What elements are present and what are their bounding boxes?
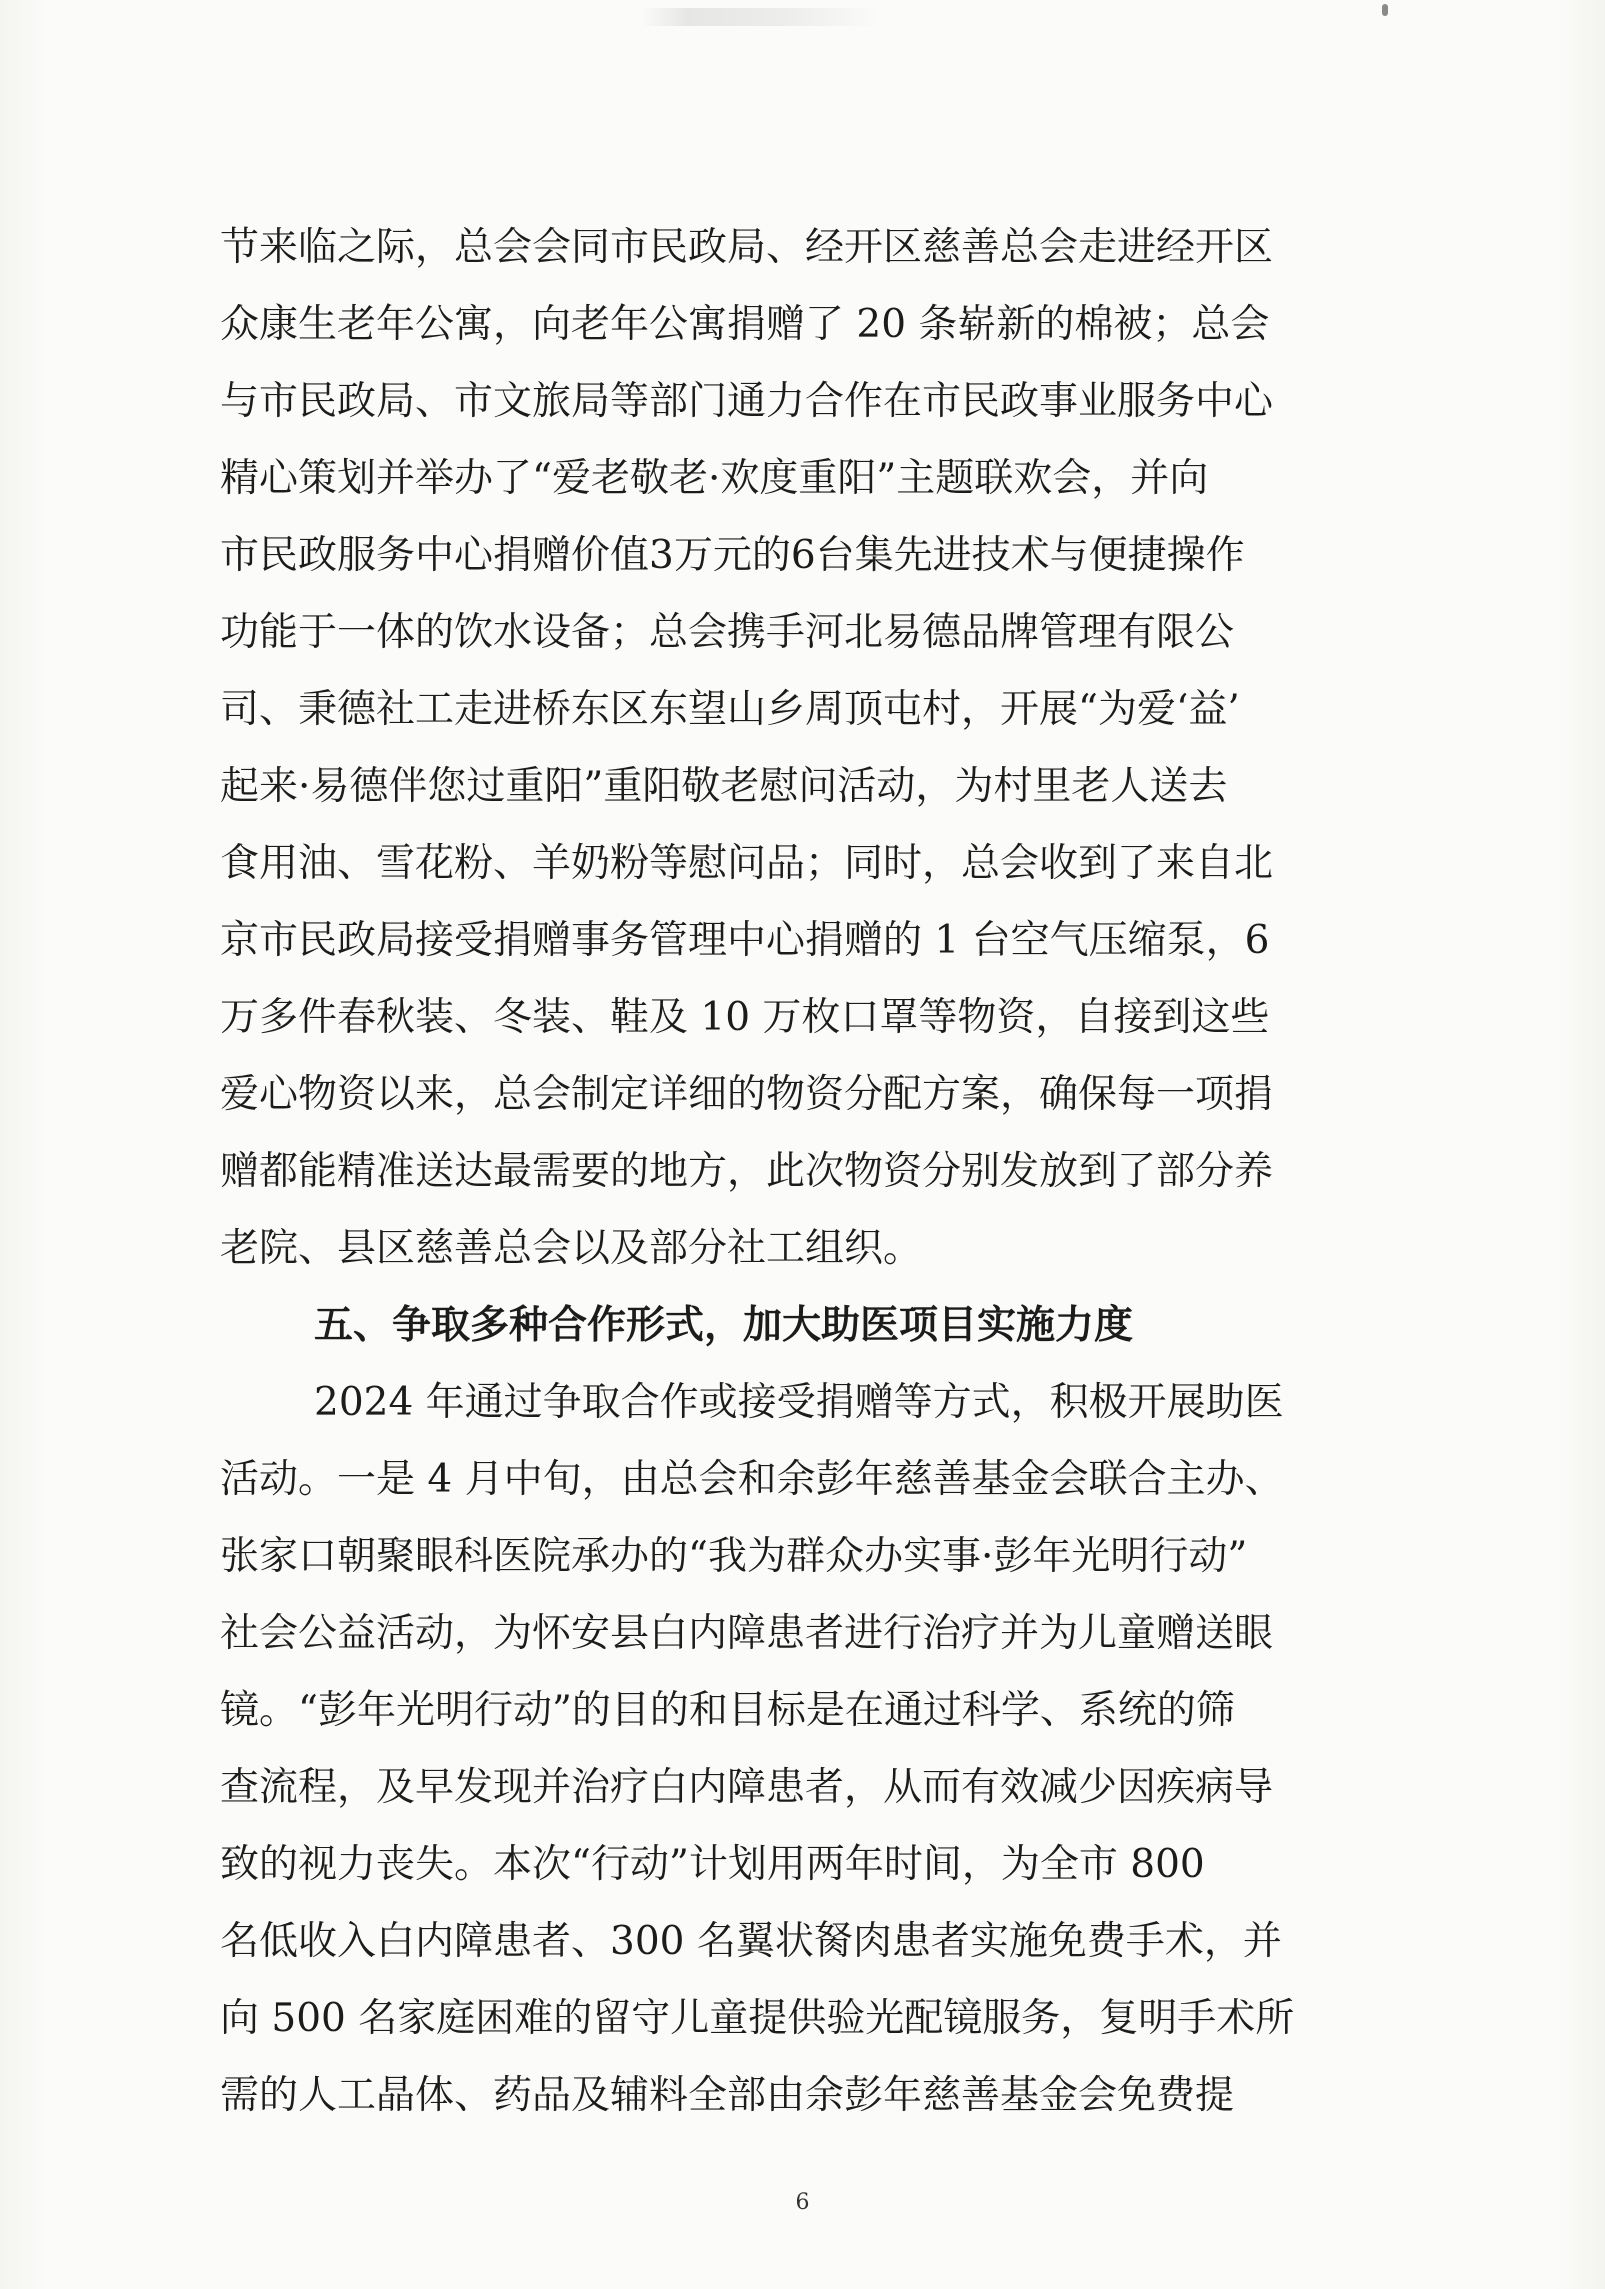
text-line: 镜。“彭年光明行动”的目的和目标是在通过科学、系统的筛: [220, 1688, 1235, 1733]
scan-artifact: [640, 8, 880, 26]
text-line: 赠都能精准送达最需要的地方，此次物资分别发放到了部分养: [220, 1149, 1274, 1194]
text-line: 2024 年通过争取合作或接受捐赠等方式，积极开展助医: [314, 1380, 1284, 1425]
page-number: 6: [795, 2190, 810, 2215]
text-line: 查流程，及早发现并治疗白内障患者，从而有效减少因疾病导: [220, 1765, 1274, 1810]
text-line: 需的人工晶体、药品及辅料全部由余彭年慈善基金会免费提: [220, 2073, 1235, 2118]
text-line: 老院、县区慈善总会以及部分社工组织。: [220, 1226, 923, 1271]
text-line: 起来·易德伴您过重阳”重阳敬老慰问活动，为村里老人送去: [220, 764, 1228, 809]
scan-mark: [1382, 4, 1388, 16]
text-line: 爱心物资以来，总会制定详细的物资分配方案，确保每一项捐: [220, 1072, 1274, 1117]
text-line: 京市民政局接受捐赠事务管理中心捐赠的 1 台空气压缩泵，6: [220, 918, 1270, 963]
text-line: 向 500 名家庭困难的留守儿童提供验光配镜服务，复明手术所: [220, 1996, 1295, 2041]
text-line: 社会公益活动，为怀安县白内障患者进行治疗并为儿童赠送眼: [220, 1611, 1274, 1656]
text-line: 功能于一体的饮水设备；总会携手河北易德品牌管理有限公: [220, 610, 1235, 655]
text-line: 致的视力丧失。本次“行动”计划用两年时间，为全市 800: [220, 1842, 1205, 1887]
section-heading: 五、争取多种合作形式，加大助医项目实施力度: [314, 1303, 1134, 1348]
text-line: 与市民政局、市文旅局等部门通力合作在市民政事业服务中心: [220, 379, 1274, 424]
text-line: 节来临之际，总会会同市民政局、经开区慈善总会走进经开区: [220, 225, 1274, 270]
text-line: 精心策划并举办了“爱老敬老·欢度重阳”主题联欢会，并向: [220, 456, 1209, 501]
text-line: 市民政服务中心捐赠价值3万元的6台集先进技术与便捷操作: [220, 533, 1245, 578]
text-line: 司、秉德社工走进桥东区东望山乡周顶屯村，开展“为爱‘益’: [220, 687, 1240, 732]
text-line: 万多件春秋装、冬装、鞋及 10 万枚口罩等物资，自接到这些: [220, 995, 1270, 1040]
text-line: 众康生老年公寓，向老年公寓捐赠了 20 条崭新的棉被；总会: [220, 302, 1270, 347]
text-line: 活动。一是 4 月中旬，由总会和余彭年慈善基金会联合主办、: [220, 1457, 1284, 1502]
text-line: 张家口朝聚眼科医院承办的“我为群众办实事·彭年光明行动”: [220, 1534, 1248, 1579]
text-line: 食用油、雪花粉、羊奶粉等慰问品；同时，总会收到了来自北: [220, 841, 1274, 886]
text-line: 名低收入白内障患者、300 名翼状胬肉患者实施免费手术，并: [220, 1919, 1282, 1964]
